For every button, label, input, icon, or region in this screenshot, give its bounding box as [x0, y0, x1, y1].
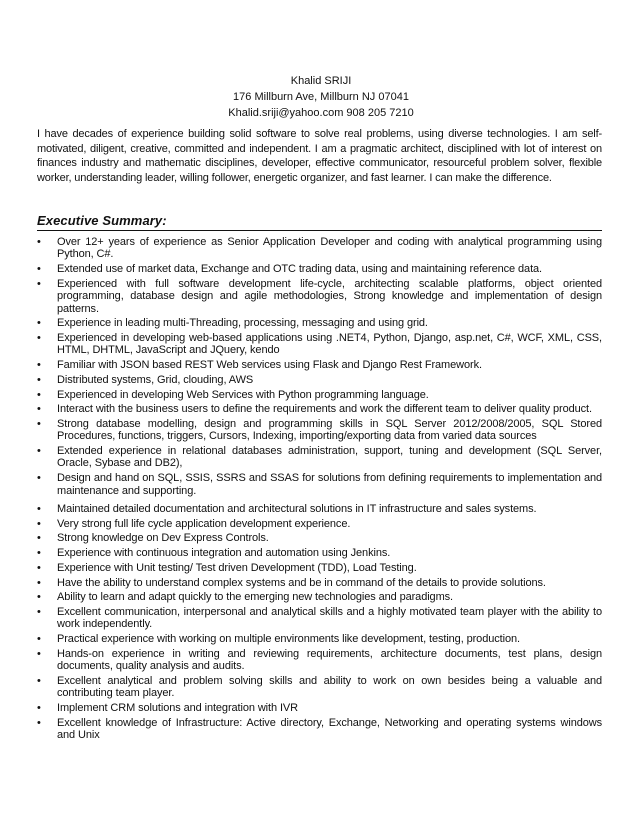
list-item: • Strong database modelling, design and programming skills in SQL Server 2012/2008/2005, SQL Stored Procedures, functions, triggers, Cursors, Indexing, importing/exporting data from varied data sources — [37, 418, 602, 443]
list-item: • Very strong full life cycle application development experience. — [37, 518, 602, 530]
list-item: • Excellent analytical and problem solving skills and ability to work on own besides being a valuable and contributing team player. — [37, 675, 602, 700]
list-item: • Extended use of market data, Exchange and OTC trading data, using and maintaining reference data. — [37, 263, 602, 275]
list-item: • Hands-on experience in writing and reviewing requirements, architecture documents, test plans, design documents, quality analysis and audits. — [37, 648, 602, 673]
list-item: • Extended experience in relational databases administration, support, tuning and development (SQL Server, Oracle, Sybase and DB2), — [37, 445, 602, 470]
executive-summary-heading — [37, 213, 602, 231]
list-item: • Strong knowledge on Dev Express Controls. — [37, 532, 602, 544]
list-item: • Experienced in developing web-based applications using .NET4, Python, Django, asp.net, C#, WCF, XML, CSS, HTML, DHTML, JavaScript and JQuery, kendo — [37, 332, 602, 357]
candidate-contact: Khalid.sriji@yahoo.com 908 205 7210 — [228, 107, 414, 119]
list-item: • Distributed systems, Grid, clouding, AWS — [37, 374, 602, 386]
intro-paragraph: I have decades of experience building solid software to solve real problems, using diverse technologies. I am self-motivated, diligent, creative, committed and independent. I am a pragmatic architect, disciplined with lot of interest on finances industry and mathematic disciplines, developer, effective communicator, resourceful problem solver, flexible worker, understanding leader, willing follower, energetic organizer, and fast learner. I can make the difference. — [37, 128, 602, 184]
list-item: • Experience with Unit testing/ Test driven Development (TDD), Load Testing. — [37, 562, 602, 574]
list-item: • Experience in leading multi-Threading, processing, messaging and using grid. — [37, 317, 602, 329]
section-title: Executive Summary: — [37, 213, 167, 228]
list-item: • Interact with the business users to define the requirements and work the different team to deliver quality product. — [37, 403, 602, 415]
list-item: • Experience with continuous integration and automation using Jenkins. — [37, 547, 602, 559]
list-item: • Experienced in developing Web Services with Python programming language. — [37, 389, 602, 401]
summary-list — [37, 236, 602, 744]
list-item: • Maintained detailed documentation and architectural solutions in IT infrastructure and sales systems. — [37, 503, 602, 515]
list-item: • Excellent knowledge of Infrastructure: Active directory, Exchange, Networking and operating systems windows and Unix — [37, 717, 602, 742]
candidate-name: Khalid SRIJI — [290, 75, 352, 87]
list-item: • Over 12+ years of experience as Senior Application Developer and coding with analytical programming using Python, C#. — [37, 236, 602, 261]
list-item: • Practical experience with working on multiple environments like development, testing, production. — [37, 633, 602, 645]
list-item: • Implement CRM solutions and integration with IVR — [37, 702, 602, 714]
list-item: • Ability to learn and adapt quickly to the emerging new technologies and paradigms. — [37, 591, 602, 603]
list-item: • Excellent communication, interpersonal and analytical skills and a highly motivated team player with the ability to work independently. — [37, 606, 602, 631]
list-item: • Familiar with JSON based REST Web services using Flask and Django Rest Framework. — [37, 359, 602, 371]
contact-header — [0, 73, 638, 121]
candidate-address: 176 Millburn Ave, Millburn NJ 07041 — [233, 91, 409, 103]
list-item: • Experienced with full software development life-cycle, architecting scalable platforms, object oriented programming, database design and agile methodologies, Strong knowledge and implementation of design patterns. — [37, 278, 602, 315]
list-item: • Have the ability to understand complex systems and be in command of the details to provide solutions. — [37, 577, 602, 589]
list-item: • Design and hand on SQL, SSIS, SSRS and SSAS for solutions from defining requirements to implementation and maintenance and supporting. — [37, 472, 602, 497]
